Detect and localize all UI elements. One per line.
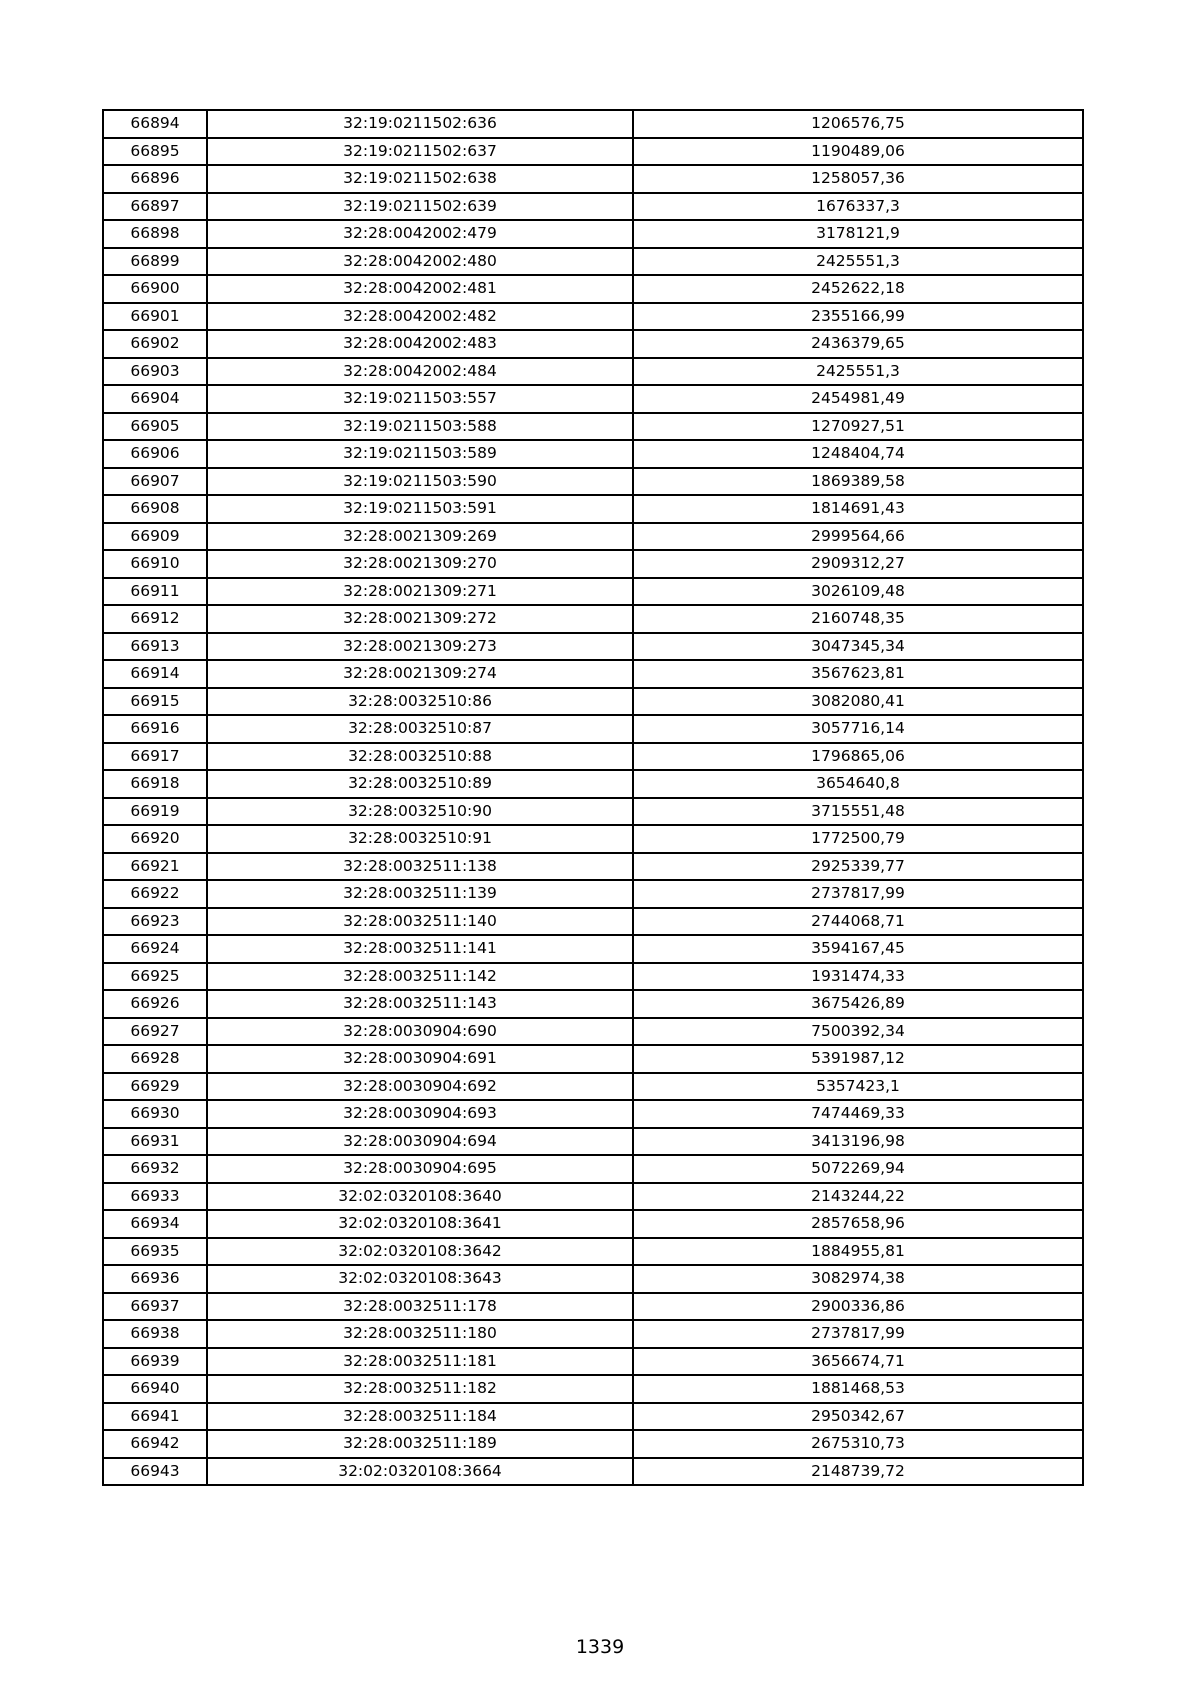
- row-number-cell: 66923: [103, 908, 207, 936]
- row-number-cell: 66932: [103, 1155, 207, 1183]
- table-row: [103, 1265, 1083, 1293]
- cadastral-table-container: [102, 109, 1082, 1486]
- cadastral-value-cell: 2160748,35: [633, 605, 1083, 633]
- cadastral-value-cell: 2999564,66: [633, 523, 1083, 551]
- row-number-cell: 66902: [103, 330, 207, 358]
- cadastral-value-cell: 2737817,99: [633, 880, 1083, 908]
- cadastral-value-cell: 2909312,27: [633, 550, 1083, 578]
- table-row: [103, 853, 1083, 881]
- row-number-cell: 66930: [103, 1100, 207, 1128]
- cadastral-number-cell: 32:28:0030904:694: [207, 1128, 633, 1156]
- cadastral-number-cell: 32:28:0032510:88: [207, 743, 633, 771]
- row-number-cell: 66913: [103, 633, 207, 661]
- row-number-cell: 66912: [103, 605, 207, 633]
- table-row: [103, 1073, 1083, 1101]
- row-number-cell: 66943: [103, 1458, 207, 1486]
- cadastral-value-cell: 1869389,58: [633, 468, 1083, 496]
- row-number-cell: 66938: [103, 1320, 207, 1348]
- cadastral-value-cell: 1248404,74: [633, 440, 1083, 468]
- row-number-cell: 66925: [103, 963, 207, 991]
- cadastral-number-cell: 32:02:0320108:3664: [207, 1458, 633, 1486]
- cadastral-number-cell: 32:28:0030904:692: [207, 1073, 633, 1101]
- cadastral-value-cell: 1270927,51: [633, 413, 1083, 441]
- table-row: [103, 1238, 1083, 1266]
- row-number-cell: 66903: [103, 358, 207, 386]
- cadastral-value-cell: 1258057,36: [633, 165, 1083, 193]
- cadastral-number-cell: 32:19:0211503:557: [207, 385, 633, 413]
- cadastral-value-cell: 5357423,1: [633, 1073, 1083, 1101]
- row-number-cell: 66927: [103, 1018, 207, 1046]
- cadastral-number-cell: 32:28:0032511:181: [207, 1348, 633, 1376]
- cadastral-number-cell: 32:28:0021309:274: [207, 660, 633, 688]
- row-number-cell: 66910: [103, 550, 207, 578]
- cadastral-number-cell: 32:28:0032511:178: [207, 1293, 633, 1321]
- cadastral-number-cell: 32:19:0211503:590: [207, 468, 633, 496]
- table-row: [103, 248, 1083, 276]
- cadastral-value-cell: 3057716,14: [633, 715, 1083, 743]
- cadastral-value-table: [102, 109, 1084, 1486]
- cadastral-value-cell: 2355166,99: [633, 303, 1083, 331]
- row-number-cell: 66926: [103, 990, 207, 1018]
- table-row: [103, 1128, 1083, 1156]
- row-number-cell: 66901: [103, 303, 207, 331]
- cadastral-value-cell: 3026109,48: [633, 578, 1083, 606]
- cadastral-value-cell: 2675310,73: [633, 1430, 1083, 1458]
- cadastral-number-cell: 32:28:0021309:272: [207, 605, 633, 633]
- row-number-cell: 66931: [103, 1128, 207, 1156]
- cadastral-number-cell: 32:02:0320108:3641: [207, 1210, 633, 1238]
- row-number-cell: 66917: [103, 743, 207, 771]
- table-row: [103, 523, 1083, 551]
- row-number-cell: 66920: [103, 825, 207, 853]
- cadastral-number-cell: 32:02:0320108:3640: [207, 1183, 633, 1211]
- row-number-cell: 66934: [103, 1210, 207, 1238]
- table-row: [103, 193, 1083, 221]
- cadastral-number-cell: 32:28:0032511:142: [207, 963, 633, 991]
- cadastral-value-cell: 1884955,81: [633, 1238, 1083, 1266]
- cadastral-value-cell: 3047345,34: [633, 633, 1083, 661]
- cadastral-value-cell: 2143244,22: [633, 1183, 1083, 1211]
- table-row: [103, 440, 1083, 468]
- cadastral-number-cell: 32:28:0042002:484: [207, 358, 633, 386]
- cadastral-value-cell: 1814691,43: [633, 495, 1083, 523]
- cadastral-number-cell: 32:28:0032510:86: [207, 688, 633, 716]
- table-row: [103, 1018, 1083, 1046]
- cadastral-number-cell: 32:19:0211502:639: [207, 193, 633, 221]
- row-number-cell: 66921: [103, 853, 207, 881]
- cadastral-value-cell: 5391987,12: [633, 1045, 1083, 1073]
- row-number-cell: 66941: [103, 1403, 207, 1431]
- cadastral-number-cell: 32:19:0211502:637: [207, 138, 633, 166]
- cadastral-number-cell: 32:28:0032511:184: [207, 1403, 633, 1431]
- cadastral-number-cell: 32:28:0032511:189: [207, 1430, 633, 1458]
- row-number-cell: 66924: [103, 935, 207, 963]
- row-number-cell: 66937: [103, 1293, 207, 1321]
- row-number-cell: 66899: [103, 248, 207, 276]
- table-row: [103, 550, 1083, 578]
- cadastral-number-cell: 32:28:0032511:140: [207, 908, 633, 936]
- cadastral-value-cell: 1190489,06: [633, 138, 1083, 166]
- table-row: [103, 880, 1083, 908]
- cadastral-value-cell: 3082974,38: [633, 1265, 1083, 1293]
- table-row: [103, 715, 1083, 743]
- cadastral-number-cell: 32:02:0320108:3643: [207, 1265, 633, 1293]
- table-row: [103, 1210, 1083, 1238]
- cadastral-number-cell: 32:28:0042002:479: [207, 220, 633, 248]
- table-row: [103, 413, 1083, 441]
- cadastral-value-cell: 2454981,49: [633, 385, 1083, 413]
- table-row: [103, 303, 1083, 331]
- table-body: [103, 110, 1083, 1485]
- table-row: [103, 385, 1083, 413]
- table-row: [103, 578, 1083, 606]
- table-row: [103, 1403, 1083, 1431]
- cadastral-number-cell: 32:28:0042002:480: [207, 248, 633, 276]
- cadastral-number-cell: 32:19:0211502:638: [207, 165, 633, 193]
- cadastral-number-cell: 32:28:0032511:180: [207, 1320, 633, 1348]
- cadastral-number-cell: 32:19:0211503:591: [207, 495, 633, 523]
- cadastral-number-cell: 32:28:0021309:273: [207, 633, 633, 661]
- row-number-cell: 66936: [103, 1265, 207, 1293]
- cadastral-value-cell: 1931474,33: [633, 963, 1083, 991]
- row-number-cell: 66904: [103, 385, 207, 413]
- table-row: [103, 138, 1083, 166]
- row-number-cell: 66928: [103, 1045, 207, 1073]
- cadastral-number-cell: 32:28:0032511:139: [207, 880, 633, 908]
- cadastral-number-cell: 32:28:0032511:138: [207, 853, 633, 881]
- row-number-cell: 66894: [103, 110, 207, 138]
- row-number-cell: 66905: [103, 413, 207, 441]
- table-row: [103, 110, 1083, 138]
- row-number-cell: 66898: [103, 220, 207, 248]
- cadastral-value-cell: 7500392,34: [633, 1018, 1083, 1046]
- table-row: [103, 1348, 1083, 1376]
- row-number-cell: 66900: [103, 275, 207, 303]
- row-number-cell: 66939: [103, 1348, 207, 1376]
- row-number-cell: 66942: [103, 1430, 207, 1458]
- table-row: [103, 935, 1083, 963]
- cadastral-number-cell: 32:28:0021309:270: [207, 550, 633, 578]
- cadastral-value-cell: 3413196,98: [633, 1128, 1083, 1156]
- cadastral-number-cell: 32:28:0042002:483: [207, 330, 633, 358]
- row-number-cell: 66940: [103, 1375, 207, 1403]
- cadastral-number-cell: 32:28:0032511:141: [207, 935, 633, 963]
- table-row: [103, 1183, 1083, 1211]
- cadastral-value-cell: 2857658,96: [633, 1210, 1083, 1238]
- row-number-cell: 66929: [103, 1073, 207, 1101]
- cadastral-value-cell: 3082080,41: [633, 688, 1083, 716]
- cadastral-number-cell: 32:28:0032510:87: [207, 715, 633, 743]
- cadastral-value-cell: 3567623,81: [633, 660, 1083, 688]
- table-row: [103, 1045, 1083, 1073]
- row-number-cell: 66896: [103, 165, 207, 193]
- cadastral-value-cell: 3594167,45: [633, 935, 1083, 963]
- cadastral-number-cell: 32:02:0320108:3642: [207, 1238, 633, 1266]
- cadastral-number-cell: 32:28:0030904:691: [207, 1045, 633, 1073]
- table-row: [103, 468, 1083, 496]
- table-row: [103, 798, 1083, 826]
- row-number-cell: 66906: [103, 440, 207, 468]
- row-number-cell: 66897: [103, 193, 207, 221]
- cadastral-number-cell: 32:28:0042002:481: [207, 275, 633, 303]
- cadastral-value-cell: 3675426,89: [633, 990, 1083, 1018]
- row-number-cell: 66914: [103, 660, 207, 688]
- table-row: [103, 1320, 1083, 1348]
- cadastral-value-cell: 3178121,9: [633, 220, 1083, 248]
- table-row: [103, 330, 1083, 358]
- cadastral-number-cell: 32:28:0030904:693: [207, 1100, 633, 1128]
- cadastral-value-cell: 1772500,79: [633, 825, 1083, 853]
- cadastral-value-cell: 2900336,86: [633, 1293, 1083, 1321]
- table-row: [103, 1155, 1083, 1183]
- table-row: [103, 1458, 1083, 1486]
- table-row: [103, 495, 1083, 523]
- cadastral-value-cell: 2744068,71: [633, 908, 1083, 936]
- row-number-cell: 66908: [103, 495, 207, 523]
- cadastral-number-cell: 32:28:0032511:182: [207, 1375, 633, 1403]
- cadastral-number-cell: 32:28:0032511:143: [207, 990, 633, 1018]
- cadastral-value-cell: 2425551,3: [633, 248, 1083, 276]
- row-number-cell: 66909: [103, 523, 207, 551]
- cadastral-value-cell: 1881468,53: [633, 1375, 1083, 1403]
- table-row: [103, 220, 1083, 248]
- cadastral-value-cell: 2950342,67: [633, 1403, 1083, 1431]
- cadastral-number-cell: 32:28:0042002:482: [207, 303, 633, 331]
- cadastral-value-cell: 7474469,33: [633, 1100, 1083, 1128]
- table-row: [103, 358, 1083, 386]
- page-number: 1339: [575, 1636, 625, 1658]
- table-row: [103, 1100, 1083, 1128]
- cadastral-value-cell: 1206576,75: [633, 110, 1083, 138]
- cadastral-number-cell: 32:28:0021309:271: [207, 578, 633, 606]
- table-row: [103, 908, 1083, 936]
- cadastral-value-cell: 1796865,06: [633, 743, 1083, 771]
- table-row: [103, 605, 1083, 633]
- cadastral-value-cell: 5072269,94: [633, 1155, 1083, 1183]
- row-number-cell: 66922: [103, 880, 207, 908]
- row-number-cell: 66918: [103, 770, 207, 798]
- cadastral-number-cell: 32:28:0032510:89: [207, 770, 633, 798]
- table-row: [103, 165, 1083, 193]
- table-row: [103, 660, 1083, 688]
- row-number-cell: 66919: [103, 798, 207, 826]
- cadastral-value-cell: 3654640,8: [633, 770, 1083, 798]
- row-number-cell: 66933: [103, 1183, 207, 1211]
- cadastral-number-cell: 32:19:0211503:589: [207, 440, 633, 468]
- cadastral-value-cell: 2436379,65: [633, 330, 1083, 358]
- row-number-cell: 66935: [103, 1238, 207, 1266]
- row-number-cell: 66915: [103, 688, 207, 716]
- cadastral-value-cell: 2148739,72: [633, 1458, 1083, 1486]
- cadastral-number-cell: 32:19:0211503:588: [207, 413, 633, 441]
- table-row: [103, 1293, 1083, 1321]
- cadastral-value-cell: 1676337,3: [633, 193, 1083, 221]
- row-number-cell: 66916: [103, 715, 207, 743]
- table-row: [103, 688, 1083, 716]
- cadastral-value-cell: 2425551,3: [633, 358, 1083, 386]
- table-row: [103, 1375, 1083, 1403]
- cadastral-number-cell: 32:28:0030904:695: [207, 1155, 633, 1183]
- table-row: [103, 743, 1083, 771]
- table-row: [103, 963, 1083, 991]
- cadastral-value-cell: 2737817,99: [633, 1320, 1083, 1348]
- cadastral-number-cell: 32:28:0032510:91: [207, 825, 633, 853]
- cadastral-number-cell: 32:28:0032510:90: [207, 798, 633, 826]
- cadastral-number-cell: 32:19:0211502:636: [207, 110, 633, 138]
- row-number-cell: 66911: [103, 578, 207, 606]
- table-row: [103, 1430, 1083, 1458]
- table-row: [103, 275, 1083, 303]
- cadastral-number-cell: 32:28:0030904:690: [207, 1018, 633, 1046]
- table-row: [103, 990, 1083, 1018]
- cadastral-value-cell: 3656674,71: [633, 1348, 1083, 1376]
- table-row: [103, 770, 1083, 798]
- table-row: [103, 825, 1083, 853]
- cadastral-number-cell: 32:28:0021309:269: [207, 523, 633, 551]
- table-row: [103, 633, 1083, 661]
- row-number-cell: 66895: [103, 138, 207, 166]
- cadastral-value-cell: 2452622,18: [633, 275, 1083, 303]
- cadastral-value-cell: 3715551,48: [633, 798, 1083, 826]
- row-number-cell: 66907: [103, 468, 207, 496]
- cadastral-value-cell: 2925339,77: [633, 853, 1083, 881]
